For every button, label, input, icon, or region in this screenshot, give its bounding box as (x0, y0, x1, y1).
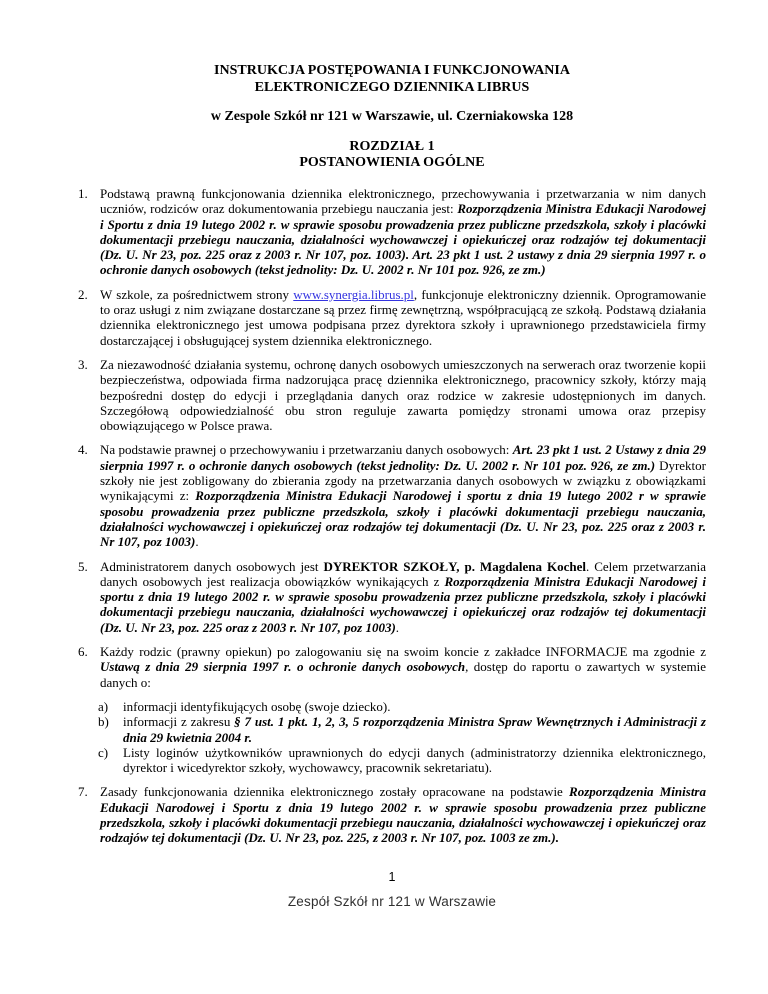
list-item-2 (78, 287, 706, 348)
item-number: 2. (78, 286, 88, 302)
title-line-2: ELEKTRONICZEGO DZIENNIKA LIBRUS (254, 80, 530, 95)
text-run: Zasady funkcjonowania dziennika elektronicznego zostały opracowane na podstawie (100, 784, 570, 800)
text-run: W szkole, za pośrednictwem strony (100, 286, 294, 302)
chapter-title: POSTANOWIENIA OGÓLNE (299, 155, 485, 170)
paragraph-text (123, 745, 706, 776)
text-run: . (395, 619, 400, 635)
document-subtitle: w Zespole Szkół nr 121 w Warszawie, ul. Czerniakowska 128 (210, 109, 574, 124)
paragraph-text (100, 287, 706, 348)
lettered-sublist (98, 699, 706, 775)
text-run: Na podstawie prawnej o przechowywaniu i przetwarzaniu danych osobowych: (100, 442, 513, 458)
document-header (78, 62, 706, 171)
item-number: 5. (78, 558, 88, 574)
item-number: 3. (78, 356, 88, 372)
numbered-list (78, 186, 706, 846)
list-item-6 (78, 644, 706, 690)
text-run: Rozporządzenia Ministra Edukacji Narodowej i sportu z dnia 19 lutego 2002 r w sprawie sposobu prowadzenia przez publiczne przedszkola, szkoły i placówki dokumentacji przebiegu nauczania, działalności wychowawczej i opiekuńczej oraz rodzajów tej dokumentacji (Dz. U. Nr 23, poz. 225 oraz z 2003 r. Nr 107, poz 1003) (100, 488, 706, 550)
subitem-letter: c) (98, 744, 109, 760)
text-run: Art. 23 pkt 1 ust. 2 Ustawy z dnia 29 sierpnia 1997 r. o ochronie danych osobowych (tekst jednolity: Dz. U. 2002 r. Nr 101 poz. 926, ze zm.) (100, 442, 706, 473)
item-number: 1. (78, 186, 88, 201)
chapter-heading (78, 139, 706, 171)
sublist-item-c (98, 745, 706, 776)
text-run: Rozporządzenia Ministra Edukacji Narodowej i Sportu z dnia 19 lutego 2002 r. w sprawie sposobu prowadzenia przez publiczne przedszkola, szkoły i placówki dokumentacji przebiegu nauczania, działalności wychowawczej i opiekuńczej oraz rodzajów tej dokumentacji (Dz. U. Nr 23, poz. 225, z 2003 r. Nr 107, poz. 1003 ze zm.). (100, 784, 706, 846)
text-run: § 7 ust. 1 pkt. 1, 2, 3, 5 rozporządzenia Ministra Spraw Wewnętrznych i Administracji z dnia 29 kwietnia 2004 r. (123, 714, 706, 745)
chapter-number: ROZDZIAŁ 1 (349, 139, 435, 154)
paragraph-text (100, 784, 706, 845)
text-run: Podstawą prawną funkcjonowania dziennika elektronicznego, przechowywania i przetwarzania w nim danych uczniów, rodziców oraz dokumentowania przebiegu nauczania jest: (100, 186, 706, 217)
text-run: Rozporządzenia Ministra Edukacji Narodowej i Sportu z dnia 19 lutego 2002 r. w sprawie sposobu prowadzenia przez publiczne przedszkola, szkoły i placówki dokumentacji przebiegu nauczania, działalności wychowawczej i opiekuńczej oraz rodzajów tej dokumentacji (Dz. U. Nr 23, poz. 225 oraz z 2003 r. Nr 107, poz. 1003). Art. 23 pkt 1 ust. 2 ustawy z dnia 29 sierpnia 1997 r. o ochronie danych osobowych (tekst jednolity: Dz. U. 2002 r. Nr 101 poz. 926, ze zm.) (100, 201, 706, 278)
text-run: Administratorem danych osobowych jest (100, 558, 324, 574)
text-run: informacji z zakresu (123, 714, 235, 730)
item-number: 7. (78, 784, 88, 800)
paragraph-text (100, 644, 706, 690)
synergia-librus-link[interactable]: www.synergia.librus.pl (293, 286, 414, 302)
text-run: . Celem przetwarzania danych osobowych jest realizacja obowiązków wynikających z (100, 558, 706, 589)
subitem-letter: a) (98, 698, 109, 714)
page-number: 1 (388, 869, 396, 884)
list-item-5 (78, 559, 706, 635)
sublist-item-a (98, 699, 706, 714)
paragraph-text (100, 357, 706, 433)
paragraph-text (123, 714, 706, 745)
paragraph-text (100, 186, 706, 278)
text-run: Ustawą z dnia 29 sierpnia 1997 r. o ochronie danych osobowych (100, 659, 466, 675)
text-run: Rozporządzenia Ministra Edukacji Narodowej i sportu z dnia 19 lutego 2002 r. w sprawie sposobu prowadzenia przez publiczne przedszkola, szkoły i placówki dokumentacji przebiegu nauczania, działalności wychowawczej i opiekuńczej oraz rodzajów tej dokumentacji (Dz. U. Nr 23, poz. 225 oraz z 2003 r. Nr 107, poz 1003) (100, 573, 706, 635)
text-run: informacji identyfikujących osobę (swoje dziecko). (123, 698, 391, 714)
list-item-4 (78, 442, 706, 549)
text-run: Za niezawodność działania systemu, ochronę danych osobowych umieszczonych na serwerach oraz tworzenie kopii bezpieczeństwa, odpowiada firma nadzorująca pracę dziennika elektronicznego, pracownicy szkoły, którzy mają bezpośredni dostęp do edycji i przeglądania danych oraz rodzice w zakresie udostępnionych im danych. Szczegółową odpowiedzialność obu stron reguluje zawarta pomiędzy stronami umowa oraz przepisy obowiązującego w Polsce prawa. (100, 356, 706, 434)
text-run: . (195, 534, 199, 550)
title-line-1: INSTRUKCJA POSTĘPOWANIA I FUNKCJONOWANIA (214, 63, 570, 78)
sublist-item-b (98, 714, 706, 745)
text-run: , funkcjonuje elektroniczny dziennik. Oprogramowanie to oraz usługi z nim związane dostarczane są przez firmę zewnętrzną, współpracującą ze szkołą. Podstawą działania dziennika elektronicznego jest umowa podpisana przez dyrektora szkoły i uprawnionego przedstawiciela firmy dostarczającej i obsługującej system dziennika elektronicznego. (100, 286, 706, 348)
item-number: 6. (78, 644, 88, 660)
paragraph-text (100, 442, 706, 549)
document-title (78, 62, 706, 96)
paragraph-text (100, 559, 706, 635)
text-run: DYREKTOR SZKOŁY, p. Magdalena Kochel (323, 558, 586, 574)
text-run: , dostęp do raportu o zawartych w systemie danych o: (100, 659, 706, 690)
footer-school-name: Zespół Szkół nr 121 w Warszawie (287, 893, 497, 909)
list-item-7 (78, 784, 706, 845)
list-item-1 (78, 186, 706, 278)
paragraph-text (123, 699, 706, 714)
text-run: Każdy rodzic (prawny opiekun) po zalogowaniu się na swoim koncie z zakładce INFORMACJE ma zgodnie z (100, 644, 706, 660)
text-run: Dyrektor szkoły nie jest zobligowany do zbierania zgody na przetwarzania danych osobowych w związku z obowiązkami wynikającymi z: (100, 457, 706, 504)
item-number: 4. (78, 442, 88, 458)
subitem-letter: b) (98, 714, 109, 730)
list-item-3 (78, 357, 706, 433)
text-run: Listy loginów użytkowników uprawnionych do edycji danych (administratorzy dziennika elektronicznego, dyrektor i wicedyrektor szkoły, wychowawcy, pracownik sekretariatu). (123, 744, 706, 776)
